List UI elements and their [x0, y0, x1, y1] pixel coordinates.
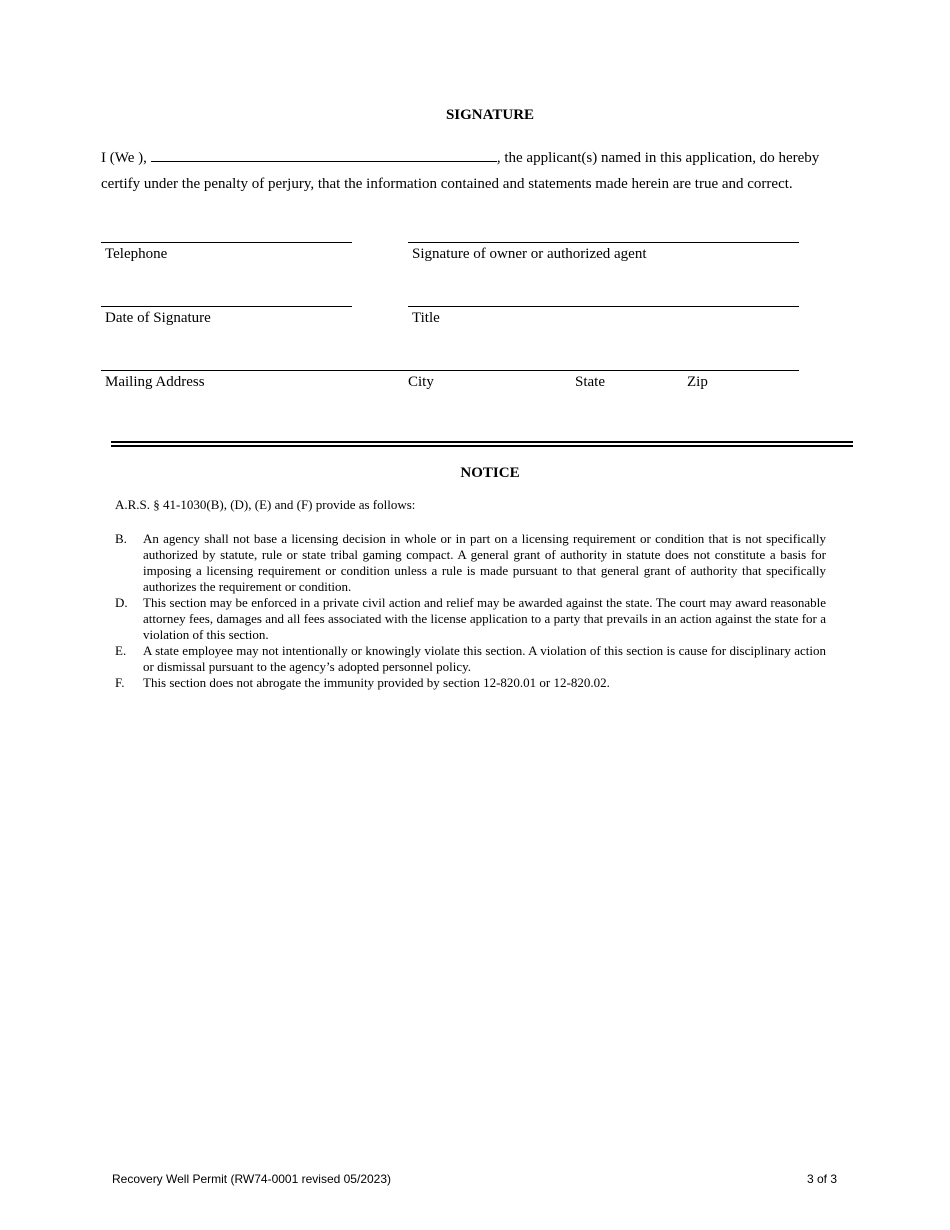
applicant-name-field[interactable] — [151, 147, 497, 162]
state-label: State — [575, 374, 605, 390]
city-label: City — [408, 374, 434, 390]
telephone-label: Telephone — [105, 246, 168, 262]
list-item — [115, 675, 826, 691]
item-letter: B. — [115, 531, 127, 546]
certification-statement — [101, 145, 841, 197]
cert-line2: certify under the penalty of perjury, that the information contained and statements made herein are true and correct. — [101, 176, 793, 192]
zip-label: Zip — [687, 374, 708, 390]
item-text: A state employee may not intentionally or knowingly violate this section. A violation of this section is cause for disciplinary action or dismissal pursuant to the agency’s adopted personnel policy. — [143, 643, 826, 674]
item-letter: E. — [115, 643, 127, 658]
cert-prefix: I (We ), — [101, 150, 147, 166]
signature-field[interactable] — [408, 242, 799, 243]
mailing-address-label: Mailing Address — [105, 374, 205, 390]
item-text: This section does not abrogate the immunity provided by section 12-820.01 or 12-820.02. — [143, 675, 610, 690]
title-label: Title — [412, 310, 440, 326]
notice-intro: A.R.S. § 41-1030(B), (D), (E) and (F) provide as follows: — [115, 497, 416, 512]
item-letter: F. — [115, 675, 125, 690]
section-divider — [111, 441, 853, 447]
footer-form-name: Recovery Well Permit (RW74-0001 revised 05/2023) — [112, 1172, 392, 1186]
cert-suffix: , the applicant(s) named in this application, do hereby — [496, 150, 820, 166]
list-item — [115, 595, 826, 643]
item-text: An agency shall not base a licensing decision in whole or in part on a licensing requirement or condition that is not specifically authorized by statute, rule or state tribal gaming compact. A general grant of authority in statute does not constitute a basis for imposing a licensing requirement or condition unless a rule is made pursuant to that general grant of authority that specifically authorizes the requirement or condition. — [143, 531, 826, 594]
signature-label: Signature of owner or authorized agent — [412, 246, 647, 262]
notice-heading: NOTICE — [460, 465, 520, 481]
list-item — [115, 531, 826, 595]
date-of-signature-field[interactable] — [101, 306, 352, 307]
date-of-signature-label: Date of Signature — [105, 310, 211, 326]
notice-list — [115, 531, 826, 691]
mailing-address-field[interactable] — [101, 370, 799, 371]
list-item — [115, 643, 826, 675]
title-field[interactable] — [408, 306, 799, 307]
telephone-field[interactable] — [101, 242, 352, 243]
item-text: This section may be enforced in a private civil action and relief may be awarded against the state. The court may award reasonable attorney fees, damages and all fees associated with the license application to a party that prevails in an action against the state for a violation of this section. — [143, 595, 826, 642]
signature-heading: SIGNATURE — [445, 107, 535, 123]
footer-page-number: 3 of 3 — [807, 1172, 838, 1186]
item-letter: D. — [115, 595, 128, 610]
